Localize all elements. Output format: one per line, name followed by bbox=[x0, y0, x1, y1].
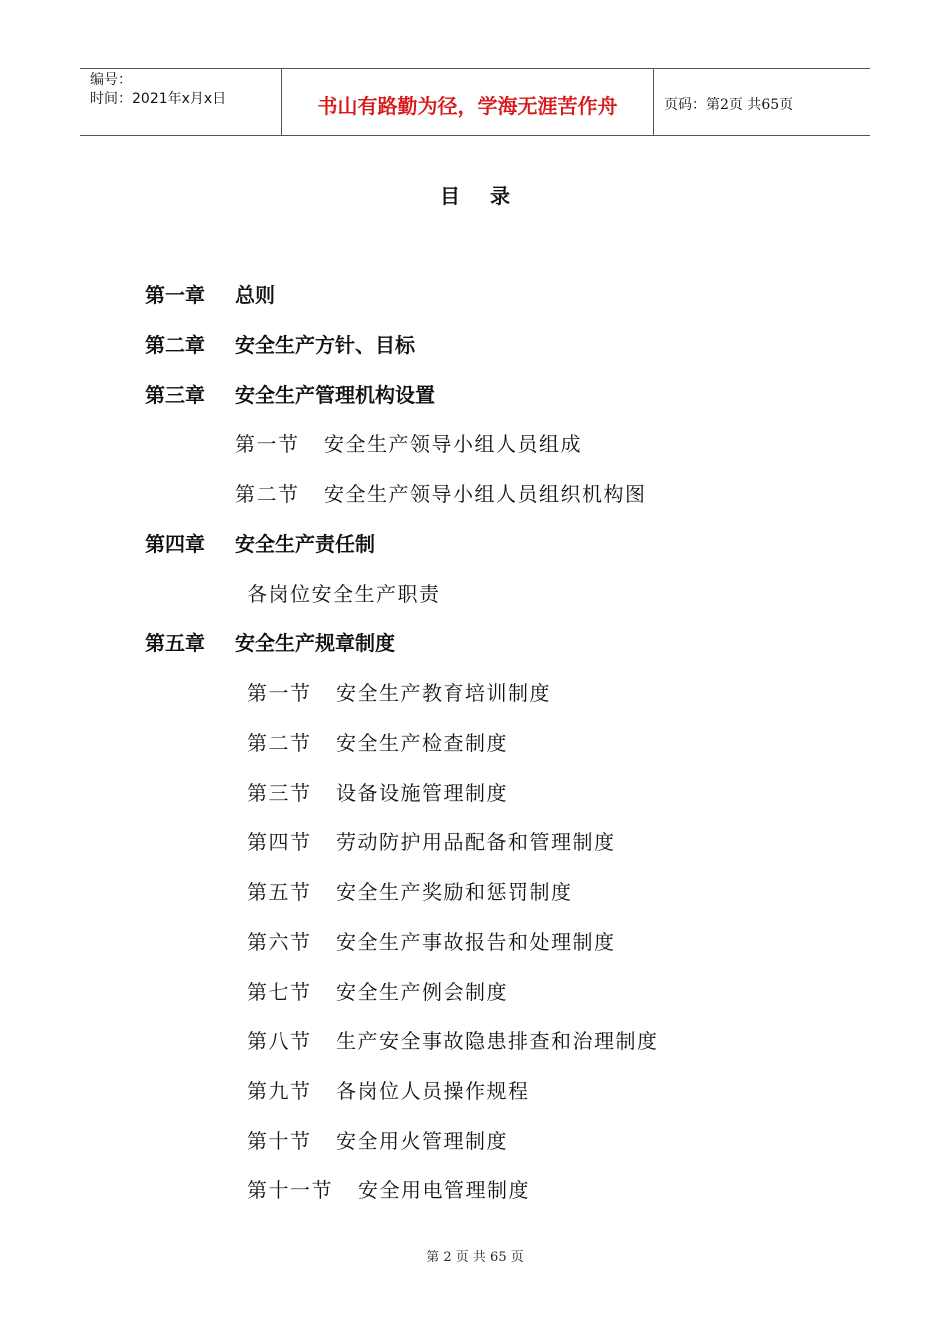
entry-title: 各岗位人员操作规程 bbox=[336, 1079, 530, 1103]
toc-entry-ch5-section-2[interactable] bbox=[247, 729, 508, 757]
code-label: 编号： bbox=[90, 72, 132, 88]
entry-title: 安全生产方针、目标 bbox=[235, 333, 415, 357]
page-info-text: 页码：第2页 共65页 bbox=[664, 97, 794, 113]
toc-entry-ch5-section-3[interactable] bbox=[247, 779, 508, 807]
entry-title: 设备设施管理制度 bbox=[336, 781, 508, 805]
entry-title: 安全生产例会制度 bbox=[336, 980, 508, 1004]
entry-title: 安全生产领导小组人员组成 bbox=[324, 432, 582, 456]
toc-title: 目录 bbox=[440, 184, 540, 208]
entry-title: 劳动防护用品配备和管理制度 bbox=[336, 830, 616, 854]
entry-title: 安全生产责任制 bbox=[235, 532, 375, 556]
entry-title: 各岗位安全生产职责 bbox=[247, 582, 441, 606]
entry-title: 生产安全事故隐患排查和治理制度 bbox=[336, 1029, 659, 1053]
entry-number: 第七节 bbox=[247, 980, 312, 1004]
toc-entry-chapter-5[interactable] bbox=[145, 629, 395, 657]
entry-number: 第一节 bbox=[235, 432, 300, 456]
toc-entry-ch5-section-6[interactable] bbox=[247, 928, 616, 956]
entry-title: 安全生产规章制度 bbox=[235, 631, 395, 655]
toc-entry-ch5-section-5[interactable] bbox=[247, 878, 573, 906]
entry-title: 安全生产检查制度 bbox=[336, 731, 508, 755]
entry-title: 安全生产教育培训制度 bbox=[336, 681, 551, 705]
entry-number: 第五章 bbox=[145, 631, 205, 655]
entry-number: 第一章 bbox=[145, 283, 205, 307]
toc-entry-ch5-section-8[interactable] bbox=[247, 1027, 659, 1055]
motto-cell bbox=[282, 69, 654, 135]
entry-number: 第一节 bbox=[247, 681, 312, 705]
entry-title: 安全用电管理制度 bbox=[358, 1178, 530, 1202]
entry-number: 第三章 bbox=[145, 383, 205, 407]
entry-title: 安全生产管理机构设置 bbox=[235, 383, 435, 407]
toc-entry-chapter-4[interactable] bbox=[145, 530, 375, 558]
entry-title: 安全生产事故报告和处理制度 bbox=[336, 930, 616, 954]
toc-entry-chapter-3[interactable] bbox=[145, 381, 435, 409]
entry-number: 第六节 bbox=[247, 930, 312, 954]
page-info-cell bbox=[654, 69, 870, 135]
toc-entry-ch5-section-4[interactable] bbox=[247, 828, 616, 856]
entry-number: 第十节 bbox=[247, 1129, 312, 1153]
entry-number: 第八节 bbox=[247, 1029, 312, 1053]
entry-number: 第四节 bbox=[247, 830, 312, 854]
entry-title: 总则 bbox=[235, 283, 275, 307]
page-footer: 第 2 页 共 65 页 bbox=[426, 1250, 524, 1265]
toc-entry-ch5-section-9[interactable] bbox=[247, 1077, 530, 1105]
toc-entry-chapter-2[interactable] bbox=[145, 331, 415, 359]
entry-number: 第二节 bbox=[235, 482, 300, 506]
entry-number: 第五节 bbox=[247, 880, 312, 904]
toc-entry-ch4-item[interactable] bbox=[247, 580, 441, 608]
motto-text: 书山有路勤为径，学海无涯苦作舟 bbox=[317, 93, 618, 118]
toc-entry-ch5-section-11[interactable] bbox=[247, 1176, 530, 1204]
entry-number: 第二章 bbox=[145, 333, 205, 357]
header-meta-cell bbox=[80, 69, 282, 135]
entry-number: 第十一节 bbox=[247, 1178, 333, 1202]
entry-number: 第四章 bbox=[145, 532, 205, 556]
entry-title: 安全生产奖励和惩罚制度 bbox=[336, 880, 573, 904]
entry-number: 第九节 bbox=[247, 1079, 312, 1103]
toc-entry-chapter-1[interactable] bbox=[145, 281, 275, 309]
toc-entry-ch3-section-2[interactable] bbox=[235, 480, 647, 508]
date-label: 时间：2021年x月x日 bbox=[90, 91, 227, 107]
toc-entry-ch5-section-1[interactable] bbox=[247, 679, 551, 707]
toc-entry-ch3-section-1[interactable] bbox=[235, 430, 582, 458]
entry-number: 第三节 bbox=[247, 781, 312, 805]
entry-title: 安全生产领导小组人员组织机构图 bbox=[324, 482, 647, 506]
header-table bbox=[80, 68, 870, 136]
toc-entry-ch5-section-10[interactable] bbox=[247, 1127, 508, 1155]
entry-number: 第二节 bbox=[247, 731, 312, 755]
toc-entry-ch5-section-7[interactable] bbox=[247, 978, 508, 1006]
entry-title: 安全用火管理制度 bbox=[336, 1129, 508, 1153]
